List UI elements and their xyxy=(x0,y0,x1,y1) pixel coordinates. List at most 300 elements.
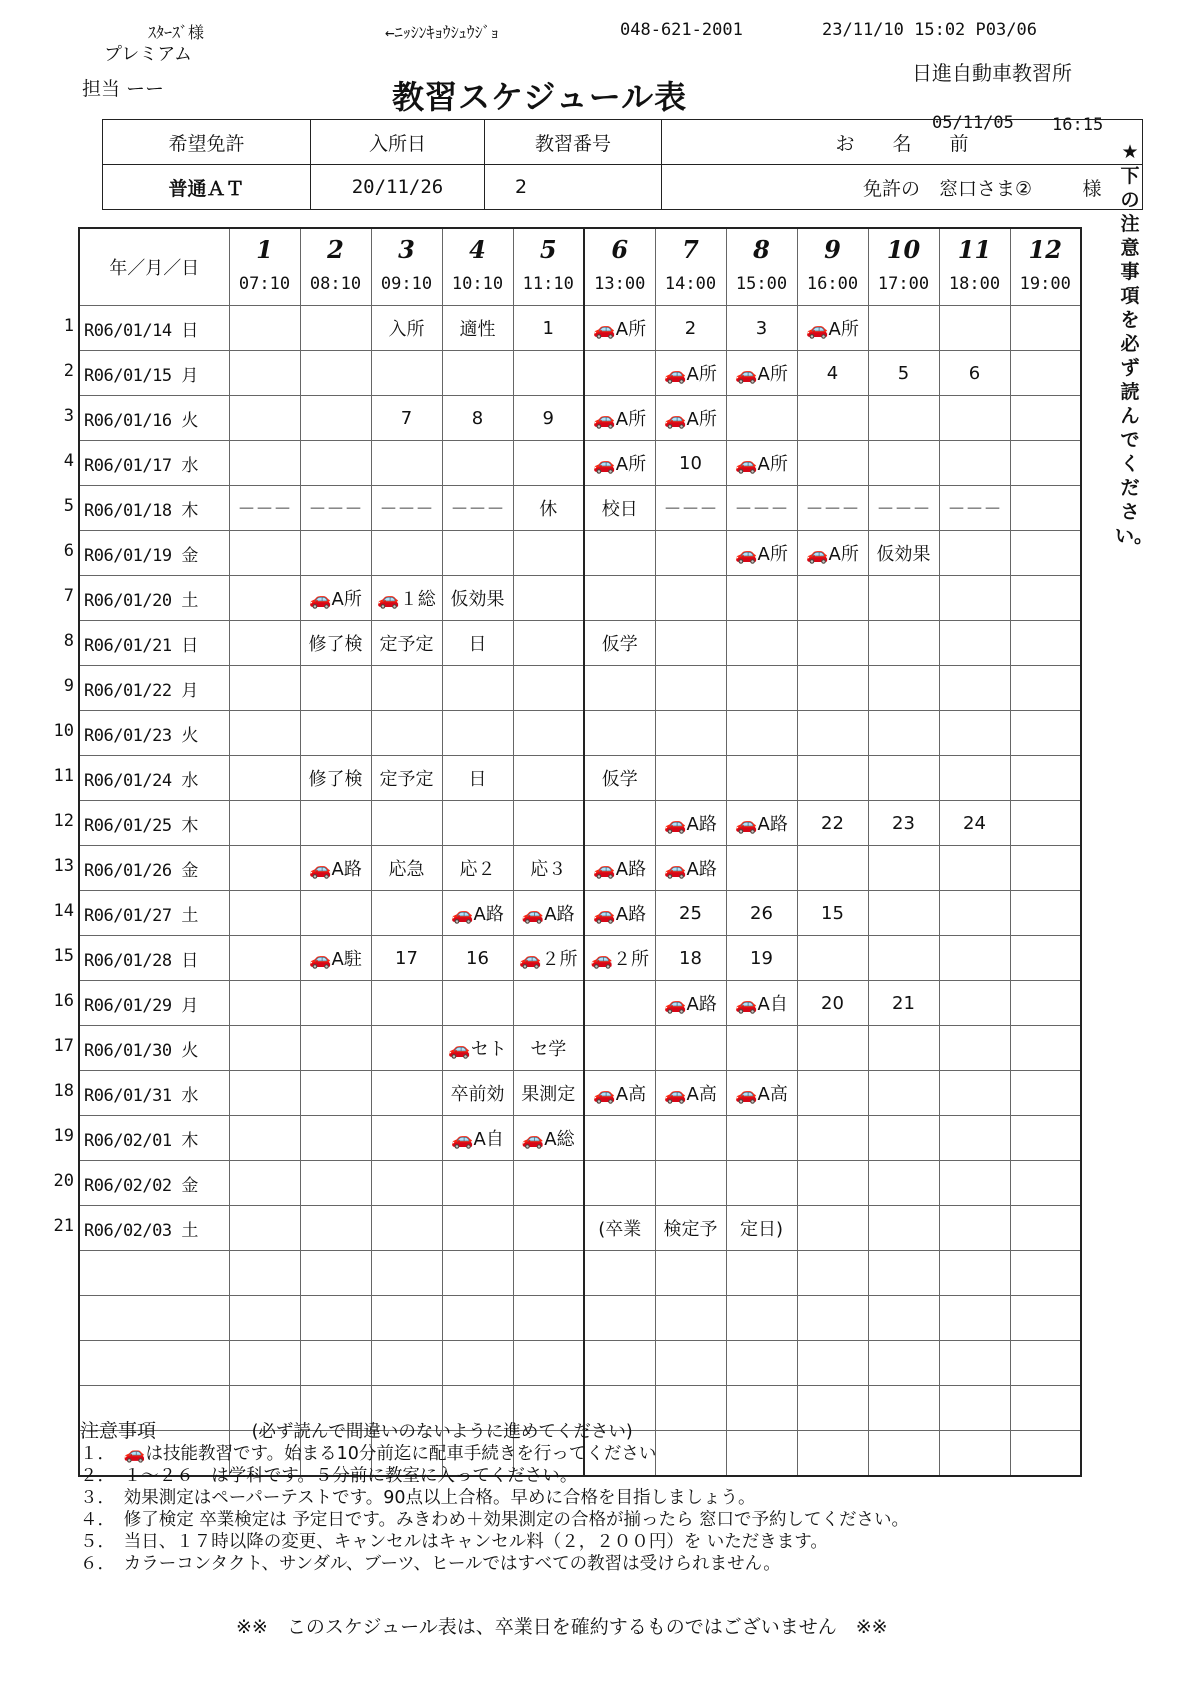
schedule-cell xyxy=(229,441,300,486)
schedule-cell xyxy=(797,1116,868,1161)
period-number: 2 xyxy=(327,235,344,264)
period-number: 6 xyxy=(611,235,629,264)
row-date: R06/02/01 木 xyxy=(79,1116,229,1161)
schedule-cell: 16 xyxy=(442,936,513,981)
schedule-cell xyxy=(655,711,726,756)
schedule-cell: 🚗A路 xyxy=(655,981,726,1026)
blank-cell xyxy=(655,1341,726,1386)
schedule-cell: 17 xyxy=(371,936,442,981)
schedule-cell xyxy=(300,306,371,351)
blank-cell xyxy=(797,1296,868,1341)
schedule-cell xyxy=(868,711,939,756)
schedule-cell xyxy=(797,1071,868,1116)
schedule-cell: 🚗A路 xyxy=(584,846,655,891)
schedule-cell xyxy=(1010,486,1081,531)
blank-cell xyxy=(655,1431,726,1477)
schedule-cell xyxy=(513,711,584,756)
schedule-cell: 校日 xyxy=(584,486,655,531)
row-number: 6 xyxy=(63,541,74,561)
schedule-cell xyxy=(868,306,939,351)
schedule-cell xyxy=(229,801,300,846)
period-header-5 xyxy=(513,228,584,306)
schedule-row xyxy=(79,576,1081,621)
blank-cell xyxy=(584,1296,655,1341)
schedule-cell xyxy=(1010,1206,1081,1251)
row-date: R06/01/25 木 xyxy=(79,801,229,846)
schedule-cell: 1 xyxy=(513,306,584,351)
schedule-cell xyxy=(371,1071,442,1116)
schedule-cell: 修了検 xyxy=(300,621,371,666)
schedule-cell xyxy=(1010,801,1081,846)
schedule-cell xyxy=(442,441,513,486)
schedule-cell: 8 xyxy=(442,396,513,441)
schedule-cell: 卒前効 xyxy=(442,1071,513,1116)
row-date: R06/01/23 火 xyxy=(79,711,229,756)
schedule-row xyxy=(79,846,1081,891)
schedule-row xyxy=(79,1071,1081,1116)
schedule-cell: 10 xyxy=(655,441,726,486)
row-date: R06/02/03 土 xyxy=(79,1206,229,1251)
schedule-cell: 4 xyxy=(797,351,868,396)
row-date: R06/01/16 火 xyxy=(79,396,229,441)
blank-cell xyxy=(371,1341,442,1386)
schedule-cell xyxy=(655,1026,726,1071)
schedule-cell xyxy=(513,981,584,1026)
row-number: 12 xyxy=(53,811,74,831)
schedule-cell: 🚗A所 xyxy=(584,396,655,441)
schedule-cell xyxy=(371,981,442,1026)
period-number: 3 xyxy=(398,235,415,264)
schedule-cell xyxy=(229,1026,300,1071)
schedule-cell xyxy=(939,1116,1010,1161)
period-header-12 xyxy=(1010,228,1081,306)
period-number: 10 xyxy=(886,235,921,264)
issued-date: 05/11/05 xyxy=(932,113,1014,133)
row-date: R06/01/15 月 xyxy=(79,351,229,396)
schedule-cell xyxy=(229,981,300,1026)
row-number: 21 xyxy=(53,1216,74,1236)
schedule-cell: 🚗A高 xyxy=(655,1071,726,1116)
period-number: 11 xyxy=(957,235,992,264)
schedule-cell: 2 xyxy=(655,306,726,351)
schedule-cell xyxy=(655,1161,726,1206)
schedule-cell xyxy=(939,306,1010,351)
blank-cell xyxy=(513,1296,584,1341)
blank-cell xyxy=(939,1251,1010,1296)
row-date: R06/01/27 土 xyxy=(79,891,229,936)
blank-cell xyxy=(1010,1431,1081,1477)
license-label: 希望免許 xyxy=(103,120,311,165)
blank-cell xyxy=(868,1251,939,1296)
note-5: ５． 当日、１７時以降の変更、キャンセルはキャンセル料（２，２００円）を いただきます。 xyxy=(80,1532,828,1552)
blank-cell xyxy=(797,1251,868,1296)
blank-cell xyxy=(513,1341,584,1386)
schedule-cell xyxy=(939,756,1010,801)
blank-cell xyxy=(868,1296,939,1341)
row-date: R06/01/31 水 xyxy=(79,1071,229,1116)
period-number: 1 xyxy=(256,235,273,264)
schedule-cell: 6 xyxy=(939,351,1010,396)
blank-cell xyxy=(371,1251,442,1296)
schedule-cell xyxy=(868,891,939,936)
schedule-cell xyxy=(868,396,939,441)
schedule-cell xyxy=(300,531,371,576)
schedule-cell xyxy=(300,351,371,396)
blank-cell xyxy=(797,1341,868,1386)
schedule-cell xyxy=(584,711,655,756)
row-number: 10 xyxy=(53,721,74,741)
schedule-cell: 22 xyxy=(797,801,868,846)
schedule-cell xyxy=(371,1161,442,1206)
schedule-cell xyxy=(229,531,300,576)
schedule-cell: 🚗A路 xyxy=(655,846,726,891)
schedule-cell xyxy=(797,576,868,621)
schedule-cell: －－－ xyxy=(726,486,797,531)
license-value: 普通ＡＴ xyxy=(103,165,311,210)
schedule-cell xyxy=(1010,891,1081,936)
schedule-cell: 仮学 xyxy=(584,621,655,666)
schedule-cell: 9 xyxy=(513,396,584,441)
schedule-cell: 定予定 xyxy=(371,621,442,666)
blank-cell xyxy=(229,1251,300,1296)
row-date: R06/01/30 火 xyxy=(79,1026,229,1071)
schedule-cell xyxy=(229,846,300,891)
schedule-cell xyxy=(868,846,939,891)
schedule-cell xyxy=(726,756,797,801)
schedule-cell xyxy=(939,441,1010,486)
schedule-cell xyxy=(797,396,868,441)
schedule-cell xyxy=(229,396,300,441)
schedule-row xyxy=(79,1026,1081,1071)
period-time: 08:10 xyxy=(309,274,362,294)
schedule-cell xyxy=(726,666,797,711)
schedule-cell xyxy=(868,756,939,801)
schedule-cell xyxy=(1010,531,1081,576)
schedule-cell xyxy=(868,621,939,666)
schedule-cell xyxy=(1010,981,1081,1026)
blank-cell xyxy=(868,1386,939,1431)
blank-cell xyxy=(726,1386,797,1431)
schedule-cell xyxy=(726,621,797,666)
row-date: R06/01/22 月 xyxy=(79,666,229,711)
schedule-cell: 🚗A高 xyxy=(584,1071,655,1116)
row-date: R06/01/14 日 xyxy=(79,306,229,351)
schedule-cell xyxy=(868,1206,939,1251)
blank-cell xyxy=(655,1296,726,1341)
schedule-cell xyxy=(300,1116,371,1161)
schedule-cell: 🚗A所 xyxy=(655,396,726,441)
period-time: 10:10 xyxy=(451,274,504,294)
period-number: 5 xyxy=(539,235,557,264)
period-time: 07:10 xyxy=(238,274,291,294)
schedule-cell xyxy=(584,1026,655,1071)
schedule-cell xyxy=(797,936,868,981)
schedule-cell xyxy=(584,1116,655,1161)
blank-cell xyxy=(442,1251,513,1296)
row-number: 16 xyxy=(53,991,74,1011)
period-header-9 xyxy=(797,228,868,306)
blank-cell xyxy=(868,1341,939,1386)
schedule-cell xyxy=(513,666,584,711)
schedule-row xyxy=(79,711,1081,756)
schedule-cell xyxy=(229,351,300,396)
schedule-cell xyxy=(1010,756,1081,801)
schedule-cell xyxy=(300,1026,371,1071)
schedule-cell: 🚗A所 xyxy=(726,441,797,486)
schedule-cell: 21 xyxy=(868,981,939,1026)
schedule-cell xyxy=(939,621,1010,666)
blank-cell xyxy=(868,1431,939,1477)
schedule-cell xyxy=(229,621,300,666)
schedule-cell: 🚗A所 xyxy=(584,441,655,486)
schedule-cell: 🚗A路 xyxy=(300,846,371,891)
row-number: 15 xyxy=(53,946,74,966)
name-value: 免許の 窓口さま② xyxy=(662,165,1043,210)
note-6: ６． カラーコンタクト、サンダル、ブーツ、ヒールではすべての教習は受けられません。 xyxy=(80,1554,781,1574)
schedule-cell xyxy=(300,666,371,711)
schedule-cell xyxy=(655,666,726,711)
blank-cell xyxy=(726,1431,797,1477)
schedule-cell xyxy=(300,441,371,486)
schedule-cell xyxy=(229,576,300,621)
schedule-cell: 🚗A所 xyxy=(797,531,868,576)
period-time: 14:00 xyxy=(664,274,717,294)
schedule-cell xyxy=(939,396,1010,441)
schedule-cell xyxy=(371,531,442,576)
schedule-cell xyxy=(229,1206,300,1251)
schedule-cell xyxy=(229,666,300,711)
period-time: 16:00 xyxy=(806,274,859,294)
row-date: R06/01/24 水 xyxy=(79,756,229,801)
period-header-4 xyxy=(442,228,513,306)
blank-cell xyxy=(939,1386,1010,1431)
schedule-cell: 🚗A所 xyxy=(655,351,726,396)
schedule-cell xyxy=(939,846,1010,891)
row-number: 7 xyxy=(63,586,74,606)
schedule-cell xyxy=(797,441,868,486)
schedule-cell: －－－ xyxy=(868,486,939,531)
period-time: 15:00 xyxy=(735,274,788,294)
row-date: R06/01/21 日 xyxy=(79,621,229,666)
row-number: 13 xyxy=(53,856,74,876)
schedule-cell xyxy=(1010,351,1081,396)
blank-cell xyxy=(79,1251,229,1296)
blank-cell xyxy=(797,1386,868,1431)
schedule-cell xyxy=(939,936,1010,981)
entry-label: 入所日 xyxy=(311,120,485,165)
schedule-cell xyxy=(371,351,442,396)
schedule-cell: 🚗１総 xyxy=(371,576,442,621)
period-header-2 xyxy=(300,228,371,306)
schedule-cell: 入所 xyxy=(371,306,442,351)
schedule-cell: 🚗A路 xyxy=(655,801,726,846)
row-number: 14 xyxy=(53,901,74,921)
schedule-cell: 🚗２所 xyxy=(513,936,584,981)
schedule-cell xyxy=(868,1071,939,1116)
schedule-cell xyxy=(513,1206,584,1251)
schedule-cell xyxy=(1010,1026,1081,1071)
name-suffix: 様 xyxy=(1042,165,1143,210)
schedule-cell: 定日) xyxy=(726,1206,797,1251)
schedule-cell xyxy=(939,1161,1010,1206)
period-header-3 xyxy=(371,228,442,306)
notes-heading-line xyxy=(80,1416,633,1443)
blank-cell xyxy=(726,1296,797,1341)
schedule-row xyxy=(79,981,1081,1026)
schedule-cell xyxy=(1010,936,1081,981)
schedule-cell: 19 xyxy=(726,936,797,981)
row-number: 5 xyxy=(63,496,74,516)
schedule-cell xyxy=(584,666,655,711)
schedule-row xyxy=(79,396,1081,441)
blank-cell xyxy=(513,1251,584,1296)
blank-cell xyxy=(1010,1341,1081,1386)
schedule-cell xyxy=(513,441,584,486)
blank-cell xyxy=(655,1386,726,1431)
schedule-cell xyxy=(1010,576,1081,621)
schedule-cell xyxy=(868,1161,939,1206)
schedule-cell: 🚗A所 xyxy=(726,351,797,396)
date-header: 年／月／日 xyxy=(79,228,229,306)
row-date: R06/01/28 日 xyxy=(79,936,229,981)
fax-sender: ←ﾆｯｼﾝｷｮｳｼｭｳｼﾞｮ xyxy=(385,23,499,42)
blank-cell xyxy=(726,1251,797,1296)
schedule-cell xyxy=(371,891,442,936)
schedule-cell: 🚗A所 xyxy=(797,306,868,351)
schedule-cell: 応急 xyxy=(371,846,442,891)
schedule-cell xyxy=(371,441,442,486)
period-time: 11:10 xyxy=(522,274,574,294)
period-time: 18:00 xyxy=(948,274,1001,294)
period-number: 9 xyxy=(824,235,841,264)
schedule-cell: 果測定 xyxy=(513,1071,584,1116)
schedule-cell: 🚗A所 xyxy=(726,531,797,576)
schedule-cell xyxy=(229,936,300,981)
schedule-cell: 🚗A路 xyxy=(513,891,584,936)
schedule-cell xyxy=(655,756,726,801)
schedule-cell xyxy=(229,891,300,936)
blank-row xyxy=(79,1251,1081,1296)
row-date: R06/01/17 水 xyxy=(79,441,229,486)
row-date: R06/01/18 木 xyxy=(79,486,229,531)
schedule-cell: 5 xyxy=(868,351,939,396)
schedule-cell: －－－ xyxy=(797,486,868,531)
name-label: お 名 前 xyxy=(662,120,1143,165)
blank-cell xyxy=(655,1251,726,1296)
schedule-cell xyxy=(797,621,868,666)
number-value: 2 xyxy=(485,165,662,210)
schedule-cell xyxy=(939,891,1010,936)
schedule-cell xyxy=(371,1116,442,1161)
schedule-row xyxy=(79,936,1081,981)
note-2: ２． １～２６ は学科です。５分前に教室に入ってください。 xyxy=(80,1466,578,1486)
row-number: 1 xyxy=(63,316,74,336)
schedule-cell xyxy=(1010,666,1081,711)
schedule-cell xyxy=(726,1116,797,1161)
side-note: ★下の注意事項を必ず読んでください。 xyxy=(1115,141,1154,547)
schedule-cell xyxy=(726,846,797,891)
schedule-cell xyxy=(939,531,1010,576)
schedule-cell xyxy=(868,1026,939,1071)
schedule-cell xyxy=(513,621,584,666)
notes-subheading: (必ず読んで間違いのないように進めてください) xyxy=(251,1422,633,1442)
schedule-cell: 日 xyxy=(442,756,513,801)
blank-cell xyxy=(300,1296,371,1341)
schedule-cell xyxy=(726,711,797,756)
schedule-cell: －－－ xyxy=(442,486,513,531)
schedule-cell: 7 xyxy=(371,396,442,441)
schedule-cell xyxy=(442,1161,513,1206)
schedule-cell xyxy=(797,711,868,756)
schedule-cell xyxy=(300,1071,371,1116)
schedule-cell: 25 xyxy=(655,891,726,936)
schedule-cell: －－－ xyxy=(655,486,726,531)
blank-cell xyxy=(584,1341,655,1386)
schedule-row xyxy=(79,441,1081,486)
schedule-cell: 15 xyxy=(797,891,868,936)
note-4: ４． 修了検定 卒業検定は 予定日です。みきわめ＋効果測定の合格が揃ったら 窓口で予約してください。 xyxy=(80,1510,910,1530)
row-number: 17 xyxy=(53,1036,74,1056)
schedule-cell xyxy=(300,981,371,1026)
schedule-row xyxy=(79,306,1081,351)
period-time: 13:00 xyxy=(594,274,646,294)
school-name: 日進自動車教習所 xyxy=(912,61,1072,85)
fax-recipient: ｽﾀｰｽﾞ様 xyxy=(148,23,205,42)
row-number: 20 xyxy=(53,1171,74,1191)
schedule-cell: 定予定 xyxy=(371,756,442,801)
schedule-row xyxy=(79,621,1081,666)
schedule-cell xyxy=(939,711,1010,756)
schedule-cell: －－－ xyxy=(939,486,1010,531)
blank-cell xyxy=(797,1431,868,1477)
schedule-cell xyxy=(300,711,371,756)
schedule-cell xyxy=(442,666,513,711)
schedule-cell: 23 xyxy=(868,801,939,846)
schedule-cell xyxy=(584,531,655,576)
schedule-cell: 🚗セト xyxy=(442,1026,513,1071)
blank-cell xyxy=(300,1341,371,1386)
row-number: 4 xyxy=(63,451,74,471)
row-date: R06/01/29 月 xyxy=(79,981,229,1026)
period-header-7 xyxy=(655,228,726,306)
blank-cell xyxy=(939,1431,1010,1477)
blank-cell xyxy=(939,1341,1010,1386)
fax-phone: 048-621-2001 xyxy=(620,20,743,40)
schedule-cell: 24 xyxy=(939,801,1010,846)
schedule-row xyxy=(79,1206,1081,1251)
schedule-cell xyxy=(868,1116,939,1161)
row-number: 8 xyxy=(63,631,74,651)
blank-cell xyxy=(442,1341,513,1386)
schedule-cell xyxy=(868,936,939,981)
schedule-cell xyxy=(371,1206,442,1251)
blank-cell xyxy=(79,1341,229,1386)
grid-header-row xyxy=(79,228,1081,306)
schedule-cell: 仮学 xyxy=(584,756,655,801)
blank-cell xyxy=(79,1296,229,1341)
period-time: 17:00 xyxy=(877,274,930,294)
schedule-cell xyxy=(513,756,584,801)
period-header-11 xyxy=(939,228,1010,306)
blank-row xyxy=(79,1341,1081,1386)
blank-row xyxy=(79,1296,1081,1341)
row-date: R06/01/20 土 xyxy=(79,576,229,621)
schedule-cell xyxy=(229,1116,300,1161)
schedule-cell xyxy=(1010,441,1081,486)
schedule-cell xyxy=(726,1161,797,1206)
schedule-cell xyxy=(1010,396,1081,441)
student-info-table xyxy=(102,119,1143,210)
